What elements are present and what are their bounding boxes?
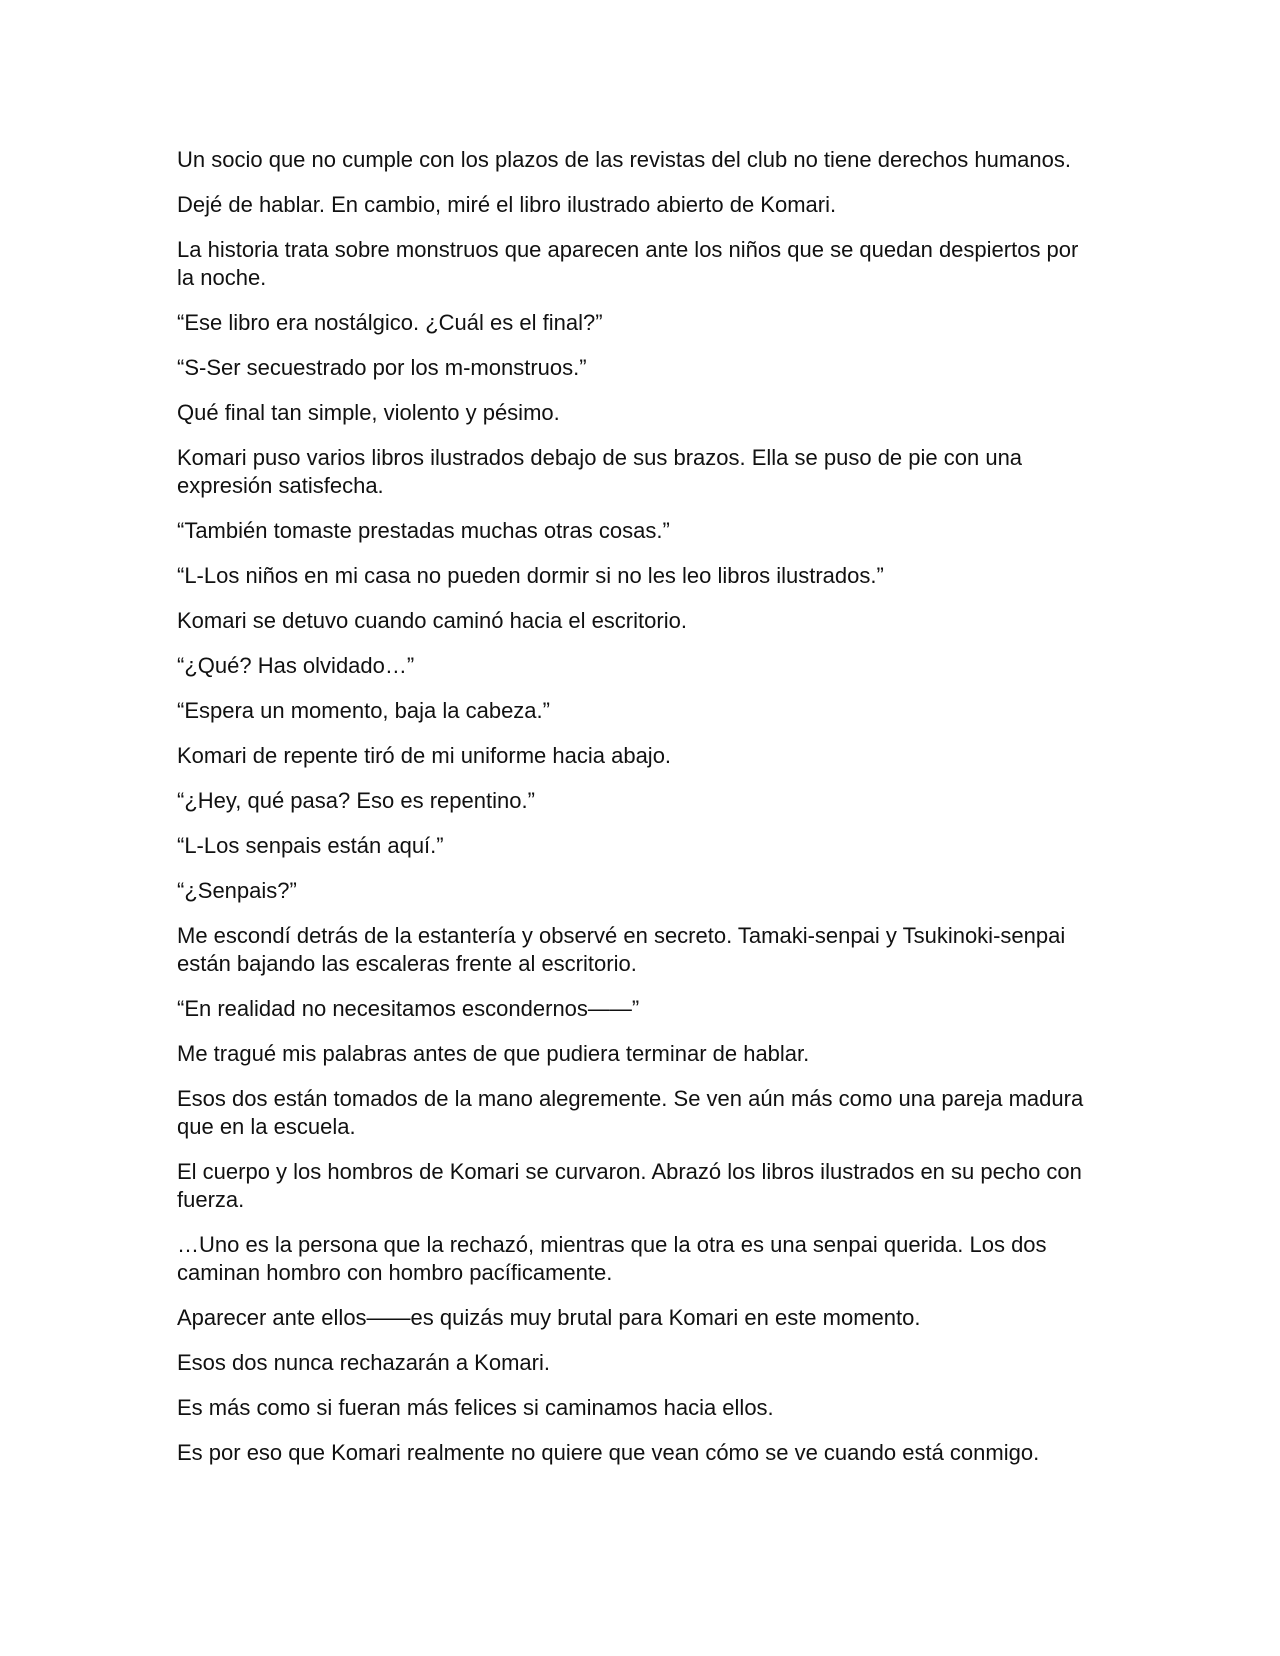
paragraph: “Espera un momento, baja la cabeza.” <box>177 698 550 723</box>
paragraph: Dejé de hablar. En cambio, miré el libro ilustrado abierto de Komari. <box>177 192 837 217</box>
paragraph: Komari se detuvo cuando caminó hacia el escritorio. <box>177 608 687 633</box>
paragraph: Es más como si fueran más felices si caminamos hacia ellos. <box>177 1395 774 1420</box>
paragraph: Aparecer ante ellos——es quizás muy brutal para Komari en este momento. <box>177 1305 921 1330</box>
paragraph: Me tragué mis palabras antes de que pudiera terminar de hablar. <box>177 1041 810 1066</box>
paragraph: …Uno es la persona que la rechazó, mientras que la otra es una senpai querida. Los dos caminan hombro con hombro pacíficamente. <box>177 1232 1047 1285</box>
paragraph: Qué final tan simple, violento y pésimo. <box>177 400 560 425</box>
paragraph: “L-Los niños en mi casa no pueden dormir si no les leo libros ilustrados.” <box>177 563 884 588</box>
document-page <box>177 146 1097 1484</box>
paragraph: “¿Senpais?” <box>177 878 297 903</box>
paragraph: Esos dos nunca rechazarán a Komari. <box>177 1350 550 1375</box>
paragraph: “L-Los senpais están aquí.” <box>177 833 444 858</box>
paragraph: “¿Hey, qué pasa? Eso es repentino.” <box>177 788 535 813</box>
paragraph: Komari puso varios libros ilustrados debajo de sus brazos. Ella se puso de pie con una expresión satisfecha. <box>177 445 1023 498</box>
paragraph: Me escondí detrás de la estantería y observé en secreto. Tamaki-senpai y Tsukinoki-senpai están bajando las escaleras frente al escritorio. <box>177 923 1066 976</box>
paragraph: El cuerpo y los hombros de Komari se curvaron. Abrazó los libros ilustrados en su pecho con fuerza. <box>177 1159 1082 1212</box>
paragraph: Komari de repente tiró de mi uniforme hacia abajo. <box>177 743 672 768</box>
paragraph: “También tomaste prestadas muchas otras cosas.” <box>177 518 670 543</box>
paragraph: La historia trata sobre monstruos que aparecen ante los niños que se quedan despiertos por la noche. <box>177 237 1079 290</box>
paragraph: Esos dos están tomados de la mano alegremente. Se ven aún más como una pareja madura que en la escuela. <box>177 1086 1084 1139</box>
paragraph: Es por eso que Komari realmente no quiere que vean cómo se ve cuando está conmigo. <box>177 1440 1040 1465</box>
paragraph: “Ese libro era nostálgico. ¿Cuál es el final?” <box>177 310 603 335</box>
paragraph: “En realidad no necesitamos escondernos——” <box>177 996 640 1021</box>
paragraph: Un socio que no cumple con los plazos de las revistas del club no tiene derechos humanos. <box>177 147 1071 172</box>
paragraph: “S-Ser secuestrado por los m-monstruos.” <box>177 355 587 380</box>
paragraph: “¿Qué? Has olvidado…” <box>177 653 415 678</box>
